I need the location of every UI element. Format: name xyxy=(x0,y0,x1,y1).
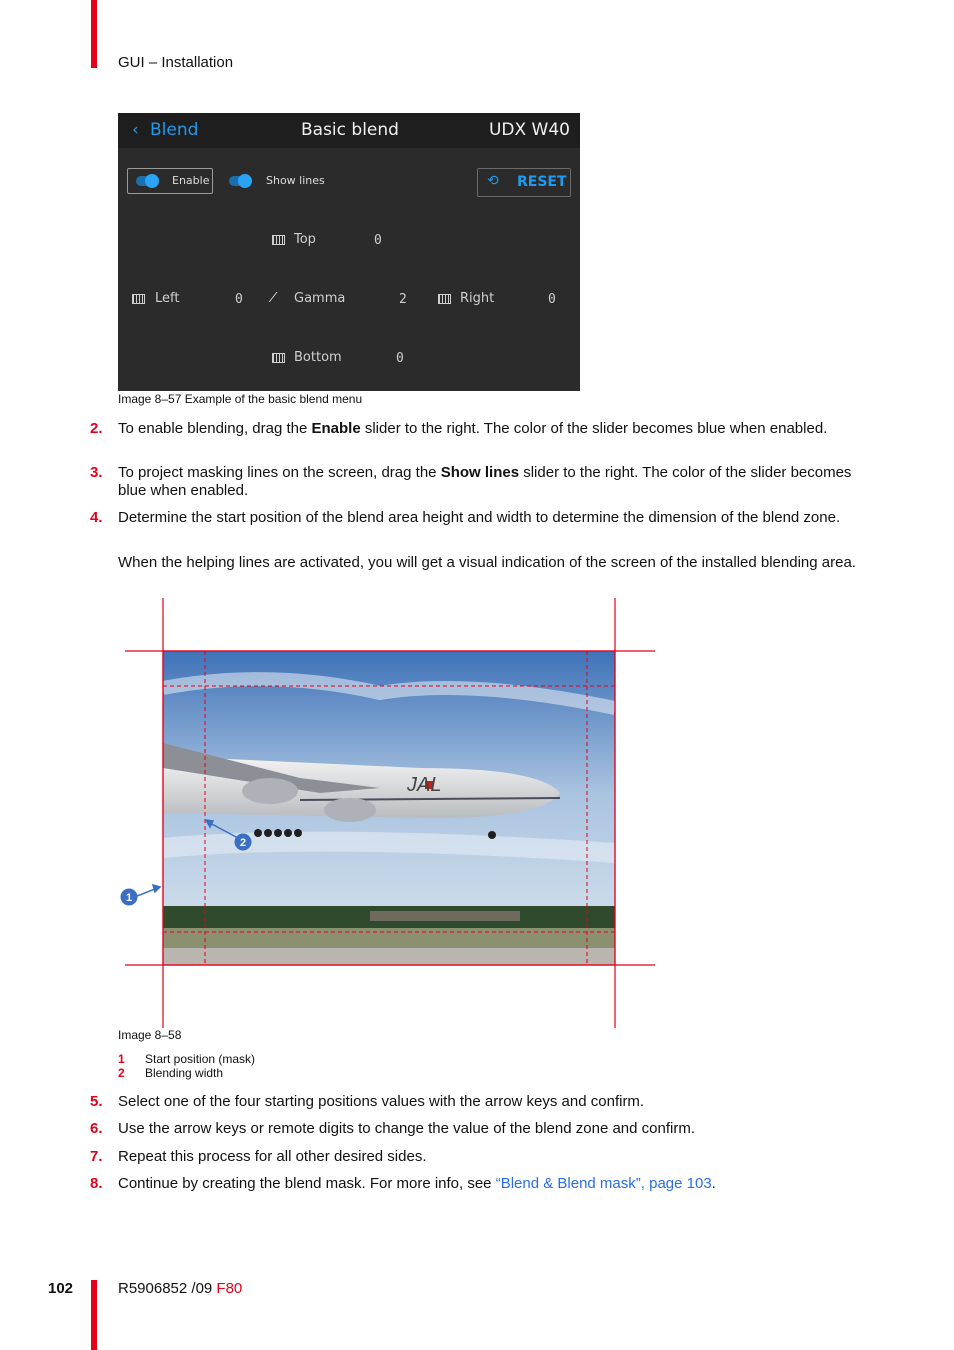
step-text: Determine the start position of the blend area height and width to determine the dimension of the blend zone. xyxy=(118,509,841,526)
step-text: Repeat this process for all other desired sides. xyxy=(118,1148,427,1165)
legend-text: Blending width xyxy=(145,1066,224,1080)
step-text: Select one of the four starting positions values with the arrow keys and confirm. xyxy=(118,1093,645,1110)
reset-label: RESET xyxy=(517,174,567,190)
reset-icon: ⟲ xyxy=(487,173,499,189)
version-label: F80 xyxy=(216,1280,243,1297)
left-value[interactable]: 0 xyxy=(235,292,243,307)
right-value[interactable]: 0 xyxy=(548,292,556,307)
step-text: Continue by creating the blend mask. For more info, see “Blend & Blend mask”, page 103. xyxy=(118,1175,716,1192)
legend-number: 2 xyxy=(118,1066,125,1080)
left-label[interactable]: Left xyxy=(155,291,180,306)
section-header: GUI – Installation xyxy=(118,54,234,71)
gamma-label[interactable]: Gamma xyxy=(294,291,346,306)
bottom-value[interactable]: 0 xyxy=(396,351,404,366)
figure-caption: Image 8–57 Example of the basic blend menu xyxy=(118,392,363,406)
figure-caption: Image 8–58 xyxy=(118,1028,182,1042)
step-note: When the helping lines are activated, you will get a visual indication of the screen of the installed blending area. xyxy=(118,554,856,571)
show-lines-label: Show lines xyxy=(266,174,325,187)
top-value[interactable]: 0 xyxy=(374,233,382,248)
page-number: 102 xyxy=(48,1280,74,1297)
bottom-label[interactable]: Bottom xyxy=(294,350,342,365)
right-edge-icon xyxy=(438,294,451,304)
left-edge-icon xyxy=(132,294,145,304)
tail-logo-text: JAL xyxy=(407,774,442,796)
step-text: Use the arrow keys or remote digits to change the value of the blend zone and confirm. xyxy=(118,1120,695,1137)
legend-number: 1 xyxy=(118,1052,125,1066)
chevron-left-icon[interactable]: ‹ xyxy=(132,120,139,140)
step-number: 2. xyxy=(90,420,103,437)
airplane-photo xyxy=(163,651,615,965)
blend-illustration xyxy=(120,598,660,1028)
back-blend-link[interactable]: Blend xyxy=(150,120,199,140)
step-number: 8. xyxy=(90,1175,103,1192)
right-label[interactable]: Right xyxy=(460,291,495,306)
callout-1: 1 xyxy=(125,892,133,904)
step-text: To enable blending, drag the Enable slider to the right. The color of the slider becomes blue when enabled. xyxy=(118,420,828,437)
gamma-icon: ⁄ xyxy=(272,291,275,306)
callout-2: 2 xyxy=(239,837,247,849)
footer-red-bar xyxy=(91,1280,97,1350)
bottom-edge-icon xyxy=(272,353,285,363)
enable-label: Enable xyxy=(172,174,210,187)
gamma-value[interactable]: 2 xyxy=(399,292,407,307)
menu-title: Basic blend xyxy=(301,120,399,140)
legend-text: Start position (mask) xyxy=(145,1052,256,1066)
projector-model: UDX W40 xyxy=(488,120,570,140)
enable-switch-icon[interactable] xyxy=(136,176,158,186)
top-label[interactable]: Top xyxy=(294,232,316,247)
step-number: 7. xyxy=(90,1148,103,1165)
document-id: R5906852 /09 F80 xyxy=(118,1280,243,1297)
show-lines-switch-icon[interactable] xyxy=(229,176,251,186)
basic-blend-menu xyxy=(118,113,580,391)
step-number: 5. xyxy=(90,1093,103,1110)
blend-mask-link[interactable]: “Blend & Blend mask”, page 103 xyxy=(495,1175,712,1192)
step-number: 6. xyxy=(90,1120,103,1137)
step-number: 4. xyxy=(90,509,103,526)
step-text: To project masking lines on the screen, drag the Show lines slider to the right. The color of the slider becomes blue when enabled. xyxy=(118,464,852,499)
header-red-bar xyxy=(91,0,97,68)
top-edge-icon xyxy=(272,235,285,245)
step-number: 3. xyxy=(90,464,103,481)
